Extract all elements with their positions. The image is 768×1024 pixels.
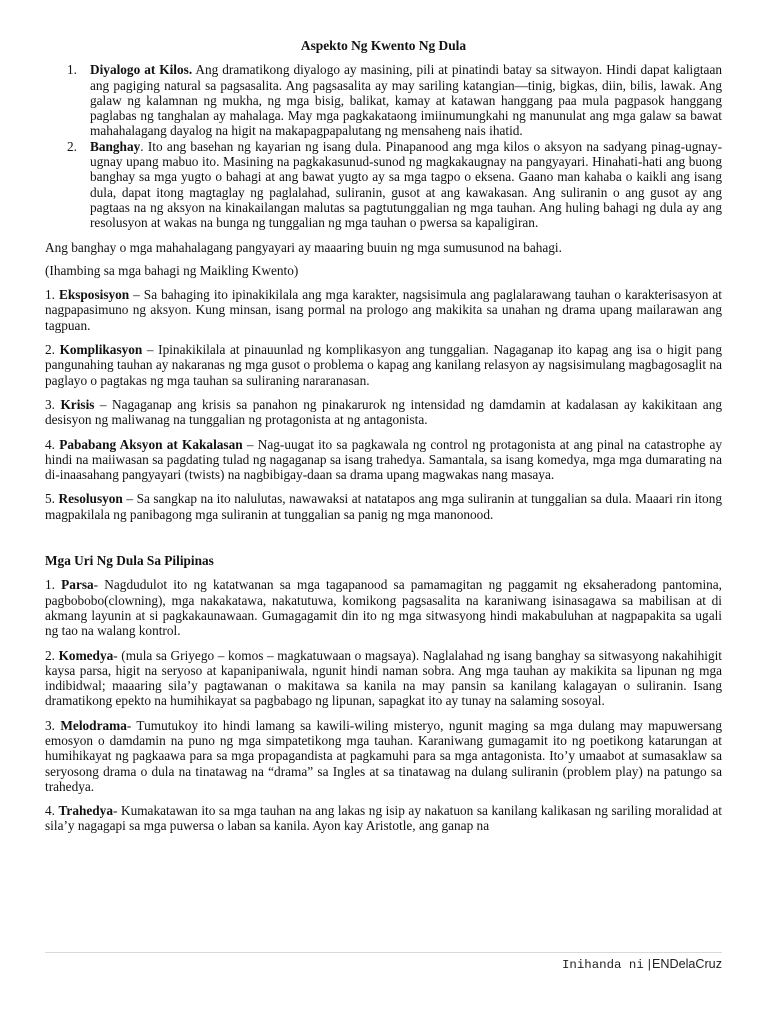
definition: - Kumakatawan ito sa mga tauhan na ang lakas ng isip ay nakatuon sa kanilang kalikasan ng sariling moralidad at sila’y nagagapi sa mga puwersa o laban sa kanila. Ayon kay Aristotle, ang ganap na [45, 803, 723, 834]
term: Pababang Aksyon at Kakalasan [59, 436, 243, 452]
term: Diyalogo at Kilos. [90, 62, 193, 78]
plot-part-item [45, 342, 722, 388]
term: Resolusyon [58, 491, 123, 507]
definition: – Ipinakikilala at pinauunlad ng komplikasyon ang tunggalian. Nagaganap ito kapag ang isa o higit pang pangunahing tauhan ay nakaranas ng mga gusot o problema o kapag ang kanilang relasyon ay nagsisimulang magbagosaglit na paglayo o pagtakas ng mga tauhan sa suliraning nararanasan. [45, 342, 722, 388]
list-item [45, 62, 722, 138]
play-type-item [45, 718, 722, 794]
play-type-item [45, 648, 722, 709]
definition: - Nagdudulot ito ng katatwanan sa mga tagapanood sa pamamagitan ng paggamit ng eksaheradong pantomina, pagbobobo(clowning), mga nakakatawa, nakatutuwa, komikong pagsasalita na karaniwang isinasagawa sa mabilisan at di akmang layunin at si pagkakaunawaan. Gumagagamit din ito ng mga sitwasyong hindi makabuluhan at nagpapakita sa ugali ng tao na walang kontrol. [45, 577, 723, 639]
list-number: 1. [45, 577, 62, 593]
term: Banghay [90, 138, 141, 154]
list-number: 5. [45, 491, 59, 507]
definition: – Sa sangkap na ito nalulutas, nawawaksi at natatapos ang mga suliranin at tunggalian sa dula. Maaari rin itong magpakilala ng panibagong mga suliranin at tunggalian sa panig ng mga manonood. [45, 491, 722, 522]
term: Komplikasyon [59, 342, 143, 358]
list-number: 2. [45, 342, 60, 358]
plot-part-item [45, 437, 722, 483]
term: Parsa [61, 577, 94, 593]
definition: – Nagaganap ang krisis sa panahon ng pinakarurok ng intensidad ng damdamin at kadalasan ay kakikitaan ang desisyon ng maliwanag na tunggalian ng protagonista at ng antagonista. [45, 396, 723, 428]
intro-paragraph: Ang banghay o mga mahahalagang pangyayari ay maaaring buuin ng mga sumusunod na bahagi. [45, 239, 562, 255]
plot-part-item [45, 491, 722, 522]
list-number: 3. [45, 717, 61, 733]
footer-divider [45, 952, 722, 953]
definition: - Tumutukoy ito hindi lamang sa kawili-wiling misteryo, ngunit maging sa mga dulang may mapuwersang emosyon o damdamin na puno ng mga simpatetikong mga tauhan. Karaniwang gumagamit ito ng poetikong katarungan at humihikayat ng pagkaawa para sa mga propagandista at pagkamuhi para sa mga antagonista. Ito’y umaabot at sumasaklaw sa seryosong drama o dula na tinatawag na “drama” sa Ingles at sa tinatawag na dulang suliranin (problem play) na patungo sa trahedya. [45, 717, 722, 794]
document-body [45, 38, 722, 834]
aspects-list [45, 62, 722, 230]
definition: – Sa bahaging ito ipinakikilala ang mga karakter, nagsisimula ang paglalarawang tauhan o karakterisasyon at nagpapasimuno ng aksyon. Kung minsan, isang pormal na prologo ang makikita sa unahan ng drama upang mailarawan ang tagpuan. [45, 287, 722, 333]
term: Melodrama [60, 717, 127, 733]
page-title: Aspekto Ng Kwento Ng Dula [300, 38, 467, 53]
section-title: Mga Uri Ng Dula Sa Pilipinas [45, 553, 214, 569]
term: Trahedya [58, 803, 113, 819]
footer-prefix: Inihanda ni [561, 958, 644, 972]
list-number: 3. [45, 396, 61, 412]
list-number: 1. [45, 287, 59, 303]
list-number: 2. [67, 138, 77, 154]
note-paragraph: (Ihambing sa mga bahagi ng Maikling Kwento) [45, 262, 299, 278]
footer-author: ENDelaCruz [652, 957, 722, 971]
term: Eksposisyon [58, 287, 130, 303]
list-number: 1. [67, 62, 77, 78]
page-footer [562, 957, 722, 973]
definition: – Nag-uugat ito sa pagkawala ng control ng protagonista at ang pinal na catastrophe ay hindi na maiiwasan sa pagdating tulad ng nagaganap sa isang trahedya. Samantala, sa isang komedya, mga mga dumarating na di-inaasahang pangyayari (twists) na nagbibigay-daan sa drama upang magwakas nang masaya. [45, 436, 722, 483]
plot-part-item [45, 287, 722, 333]
footer-separator: | [647, 957, 651, 971]
play-type-item [45, 577, 722, 638]
list-number: 2. [45, 647, 59, 663]
definition: Ang dramatikong diyalogo ay masining, pili at pinatindi batay sa sitwayon. Hindi dapat kaligtaan ang pagiging natural sa pagsasalita. Ang pagsasalita ay may sariling katangian—tinig, bigkas, diin, bilis, lawak. Ang galaw ng kalamnan ng mukha, ng mga bisig, balikat, kamay at katawan hanggang paa mula pagpasok hanggang paglabas ng tanghalan ay mahalaga. May mga pagkakataong imiinumungkahi ng manunulat ang mga galaw sa bawat mahahalagang dayalog na higit na makapagpapalutang ng mensaheng nais ihatid. [90, 62, 722, 139]
play-type-item [45, 803, 722, 834]
term: Krisis [60, 396, 95, 412]
list-number: 4. [45, 803, 59, 819]
term: Komedya [58, 647, 114, 663]
definition: - (mula sa Griyego – komos – magkatuwaan o magsaya). Naglalahad ng isang banghay sa sitwasyong nakahihigit kaysa parsa, higit na seryoso at kapanipaniwala, ngunit hindi naman sobra. Ang mga tauhan ay makikita sa lipunan ng mga indibidwal; maaaring sila’y pagtawanan o makitawa sa kanila na may pansin sa kanilang kalagayan o suliranin. Isang dramatikong epekto na humihikayat sa pagbabago ng lipunan, sapagkat ito ay tunay na salaming sosoyal. [45, 647, 723, 709]
definition: . Ito ang basehan ng kayarian ng isang dula. Pinapanood ang mga kilos o aksyon na sadyang pinag-ugnay-ugnay upang mabuo ito. Masining na pagkakasunud-sunod ng magkakaugnay na pangyayari. Hinahati-hati ang buong banghay sa mga yugto o bahagi at ang bawat yugto ay sa mga tagpo o eksena. Gaano man kahaba o kaikli ang isang dula, dapat itong magtaglay ng paglalahad, suliranin, gusot at ang kawakasan. Ang suliranin o ang gusot ay ang pagtaas na ng aksyon na kinakailangan malutas sa pagtutunggalian ng mga tauhan. Ang huling bahagi ng dula ay ang resolusyon at wakas na bunga ng tunggalian ng mga tauhan o pwersa sa kapaligiran. [90, 138, 722, 231]
plot-part-item [45, 397, 722, 428]
list-number: 4. [45, 436, 60, 452]
list-item [45, 139, 722, 231]
